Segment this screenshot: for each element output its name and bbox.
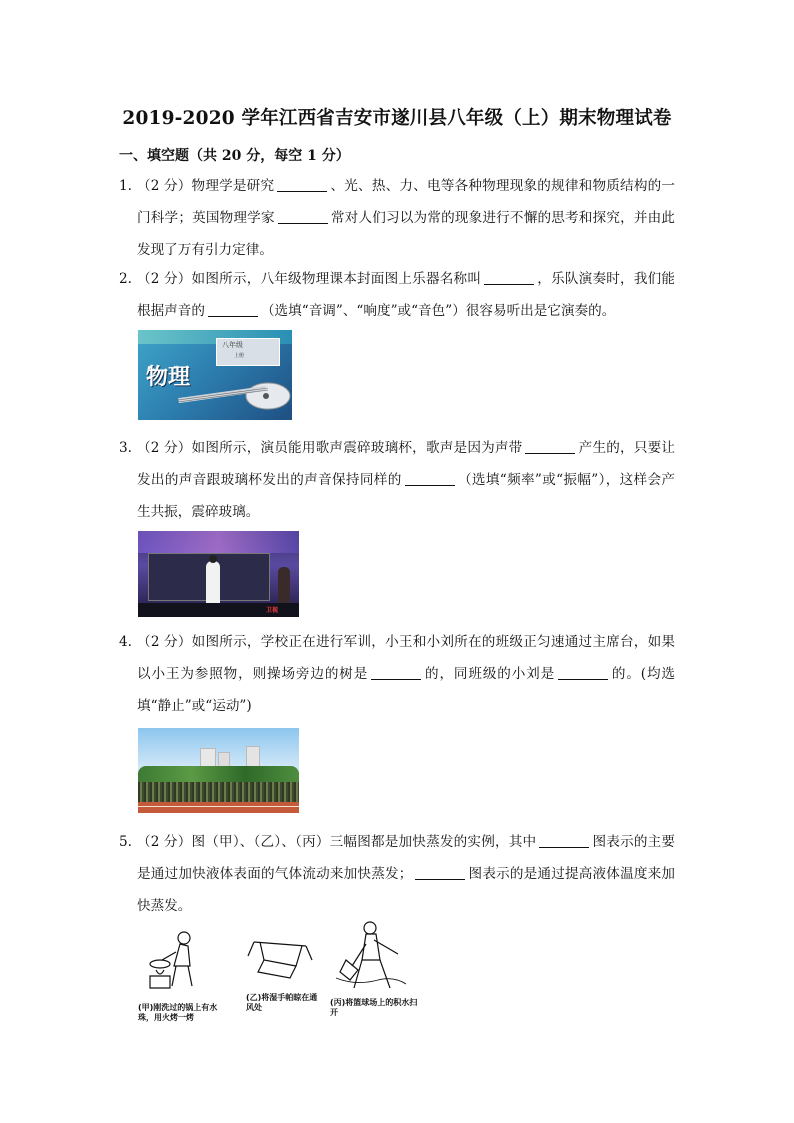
question-4 (119, 626, 675, 722)
guitar-graphic (138, 330, 292, 420)
question-text: （2 分）物理学是研究 、光、热、力、电等各种物理现象的规律和物质结构的一门科学；英国物理学家 常对人们习以为常的现象进行不懈的思考和探究，并由此发现了万有引力定律。 (137, 178, 676, 258)
question-text: （2 分）如图所示，演员能用歌声震碎玻璃杯，歌声是因为声带 产生的，只要让发出的声音跟玻璃杯发出的声音保持同样的 （选填“频率”或“振幅”），这样会产生共振，震碎玻璃。 (137, 440, 676, 520)
question-1 (119, 170, 675, 266)
answer-blank[interactable] (405, 471, 455, 486)
caption-jia: (甲)刚洗过的锅上有水珠，用火烤一烤 (138, 1003, 218, 1022)
question-5 (119, 826, 675, 922)
answer-blank[interactable] (371, 665, 421, 680)
textbook-cover-image (138, 330, 292, 420)
question-number: 4. (119, 634, 132, 650)
book-volume-label: 上册 (234, 353, 245, 359)
question-text: （2 分）图（甲）、（乙）、（丙）三幅图都是加快蒸发的实例，其中 图表示的主要是通过加快液体表面的气体流动来加快蒸发； 图表示的是通过提高液体温度来加快蒸发。 (137, 834, 676, 914)
figure-yi-drawing (248, 942, 312, 978)
figure-bing-drawing (336, 922, 406, 988)
figure-jia-drawing (150, 932, 192, 988)
answer-blank[interactable] (484, 270, 534, 285)
answer-blank[interactable] (525, 439, 575, 454)
question-number: 2. (119, 271, 132, 287)
question-number: 5. (119, 834, 132, 850)
answer-blank[interactable] (208, 302, 258, 317)
question-number: 1. (119, 178, 132, 194)
tv-logo: 卫视 (266, 607, 279, 614)
section-heading: 一、填空题（共 20 分，每空 1 分） (119, 148, 350, 164)
tv-show-image (138, 531, 299, 617)
question-3 (119, 432, 675, 528)
question-number: 3. (119, 440, 132, 456)
caption-bing: (丙)将篮球场上的积水扫开 (330, 998, 418, 1017)
book-title: 物理 (146, 365, 191, 390)
answer-blank[interactable] (558, 665, 608, 680)
answer-blank[interactable] (415, 865, 465, 880)
military-training-image (138, 728, 299, 813)
answer-blank[interactable] (277, 177, 327, 192)
book-series-label: 八年级 (222, 341, 243, 349)
answer-blank[interactable] (539, 833, 589, 848)
question-2 (119, 263, 675, 327)
caption-yi: (乙)将湿手帕晾在通风处 (246, 993, 318, 1012)
page-title: 2019-2020 学年江西省吉安市遂川县八年级（上）期末物理试卷 (122, 108, 672, 129)
question-text: （2 分）如图所示，八年级物理课本封面图上乐器名称叫 ，乐队演奏时，我们能根据声音的 （选填“音调”、“响度”或“音色”）很容易听出是它演奏的。 (137, 271, 676, 319)
question-text: （2 分）如图所示，学校正在进行军训，小王和小刘所在的班级正匀速通过主席台，如果以小王为参照物，则操场旁边的树是 的，同班级的小刘是 的。(均选填“静止”或“运动”) (137, 634, 676, 714)
answer-blank[interactable] (278, 209, 328, 224)
